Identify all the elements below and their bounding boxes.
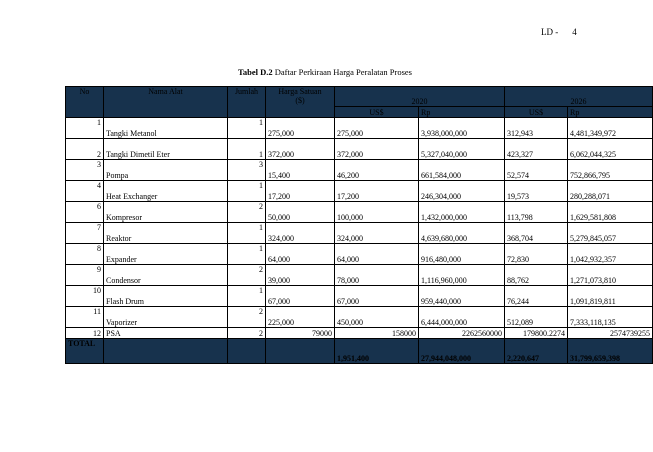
- cell-no: 8: [66, 244, 104, 265]
- cell-usd2020: 64,000: [335, 244, 419, 265]
- cell-no: 12: [66, 328, 104, 339]
- page-number: [541, 27, 577, 37]
- cell-usd2026: 19,573: [505, 181, 568, 202]
- equipment-price-table-container: [65, 86, 650, 367]
- header-usd-2020: US$: [335, 107, 419, 118]
- cell-rp2020: 3,938,000,000: [419, 118, 505, 139]
- total-empty-cell: [266, 339, 335, 364]
- cell-harga: 50,000: [266, 202, 335, 223]
- total-row: [66, 339, 653, 364]
- cell-jumlah: 3: [228, 160, 266, 181]
- cell-usd2020: 324,000: [335, 223, 419, 244]
- cell-harga: 39,000: [266, 265, 335, 286]
- cell-rp2026: 1,629,581,808: [568, 202, 653, 223]
- cell-jumlah: 1: [228, 244, 266, 265]
- cell-rp2020: 959,440,000: [419, 286, 505, 307]
- cell-harga: 17,200: [266, 181, 335, 202]
- cell-no: 10: [66, 286, 104, 307]
- cell-rp2020: 2262560000: [419, 328, 505, 339]
- total-usd2026: 2,220,647: [505, 339, 568, 364]
- cell-rp2026: 6,062,044,325: [568, 139, 653, 160]
- table-row: [66, 244, 653, 265]
- page-number-prefix: LD -: [541, 27, 559, 37]
- cell-usd2026: 88,762: [505, 265, 568, 286]
- table-row: [66, 223, 653, 244]
- cell-usd2026: 368,704: [505, 223, 568, 244]
- cell-rp2026: 1,091,819,811: [568, 286, 653, 307]
- cell-rp2020: 4,639,680,000: [419, 223, 505, 244]
- cell-rp2026: 4,481,349,972: [568, 118, 653, 139]
- cell-nama: Kompresor: [104, 202, 228, 223]
- cell-no: 4: [66, 181, 104, 202]
- cell-jumlah: 1: [228, 223, 266, 244]
- cell-usd2020: 275,000: [335, 118, 419, 139]
- header-harga-satuan-unit: ($): [295, 96, 305, 105]
- cell-nama: Expander: [104, 244, 228, 265]
- cell-rp2026: 2574739255: [568, 328, 653, 339]
- header-usd-2026: US$: [505, 107, 568, 118]
- cell-harga: 15,400: [266, 160, 335, 181]
- cell-usd2020: 67,000: [335, 286, 419, 307]
- table-caption: [0, 67, 640, 77]
- cell-usd2020: 17,200: [335, 181, 419, 202]
- cell-nama: Tangki Dimetil Eter: [104, 139, 228, 160]
- cell-rp2020: 916,480,000: [419, 244, 505, 265]
- cell-harga: 79000: [266, 328, 335, 339]
- cell-usd2026: 312,943: [505, 118, 568, 139]
- header-rp-2020: Rp: [419, 107, 505, 118]
- total-usd2020: 1,951,400: [335, 339, 419, 364]
- cell-no: 9: [66, 265, 104, 286]
- cell-usd2020: 450,000: [335, 307, 419, 328]
- cell-jumlah: 1: [228, 139, 266, 160]
- cell-rp2026: 7,333,118,135: [568, 307, 653, 328]
- cell-rp2020: 661,584,000: [419, 160, 505, 181]
- table-row: [66, 181, 653, 202]
- cell-rp2020: 1,116,960,000: [419, 265, 505, 286]
- cell-usd2026: 512,089: [505, 307, 568, 328]
- header-nama-alat: Nama Alat: [104, 87, 228, 118]
- cell-harga: 64,000: [266, 244, 335, 265]
- cell-jumlah: 2: [228, 328, 266, 339]
- cell-rp2026: 752,866,795: [568, 160, 653, 181]
- cell-usd2020: 78,000: [335, 265, 419, 286]
- table-row: [66, 202, 653, 223]
- cell-jumlah: 2: [228, 202, 266, 223]
- header-harga-satuan-label: Harga Satuan: [278, 87, 322, 96]
- cell-no: 2: [66, 139, 104, 160]
- table-row: [66, 139, 653, 160]
- header-year-2020: 2020: [335, 87, 505, 107]
- cell-rp2020: 246,304,000: [419, 181, 505, 202]
- cell-nama: Reaktor: [104, 223, 228, 244]
- cell-usd2026: 179800.2274: [505, 328, 568, 339]
- cell-jumlah: 2: [228, 307, 266, 328]
- cell-no: 6: [66, 202, 104, 223]
- cell-usd2026: 76,244: [505, 286, 568, 307]
- equipment-price-table: [65, 86, 653, 364]
- caption-label: Tabel D.2: [238, 67, 273, 77]
- cell-usd2026: 113,798: [505, 202, 568, 223]
- header-year-2026: 2026: [505, 87, 653, 107]
- table-row: [66, 286, 653, 307]
- cell-nama: Tangki Metanol: [104, 118, 228, 139]
- cell-rp2020: 1,432,000,000: [419, 202, 505, 223]
- cell-jumlah: 2: [228, 265, 266, 286]
- total-rp2026: 31,799,659,398: [568, 339, 653, 364]
- cell-rp2026: 280,288,071: [568, 181, 653, 202]
- cell-harga: 67,000: [266, 286, 335, 307]
- table-row: [66, 265, 653, 286]
- cell-harga: 275,000: [266, 118, 335, 139]
- page-number-value: 4: [572, 27, 577, 37]
- cell-rp2026: 5,279,845,057: [568, 223, 653, 244]
- cell-nama: PSA: [104, 328, 228, 339]
- cell-nama: Vaporizer: [104, 307, 228, 328]
- cell-harga: 372,000: [266, 139, 335, 160]
- table-row: [66, 307, 653, 328]
- table-row: [66, 118, 653, 139]
- header-row-1: [66, 87, 653, 107]
- cell-nama: Heat Exchanger: [104, 181, 228, 202]
- cell-rp2026: 1,271,073,810: [568, 265, 653, 286]
- cell-usd2020: 100,000: [335, 202, 419, 223]
- table-body: [66, 118, 653, 364]
- cell-usd2026: 72,830: [505, 244, 568, 265]
- cell-harga: 324,000: [266, 223, 335, 244]
- cell-usd2020: 158000: [335, 328, 419, 339]
- total-rp2020: 27,944,048,000: [419, 339, 505, 364]
- cell-nama: Flash Drum: [104, 286, 228, 307]
- header-harga-satuan: [266, 87, 335, 118]
- total-empty-cell: [228, 339, 266, 364]
- total-label: TOTAL: [66, 339, 104, 364]
- cell-rp2026: 1,042,932,357: [568, 244, 653, 265]
- cell-usd2020: 372,000: [335, 139, 419, 160]
- cell-usd2026: 423,327: [505, 139, 568, 160]
- cell-jumlah: 1: [228, 118, 266, 139]
- cell-jumlah: 1: [228, 181, 266, 202]
- cell-rp2020: 6,444,000,000: [419, 307, 505, 328]
- cell-no: 1: [66, 118, 104, 139]
- cell-no: 11: [66, 307, 104, 328]
- header-rp-2026: Rp: [568, 107, 653, 118]
- cell-rp2020: 5,327,040,000: [419, 139, 505, 160]
- cell-no: 3: [66, 160, 104, 181]
- cell-jumlah: 1: [228, 286, 266, 307]
- cell-nama: Pompa: [104, 160, 228, 181]
- header-no: No: [66, 87, 104, 118]
- total-empty-cell: [104, 339, 228, 364]
- caption-text: Daftar Perkiraan Harga Peralatan Proses: [272, 67, 412, 77]
- table-row: [66, 328, 653, 339]
- header-jumlah: Jumlah: [228, 87, 266, 118]
- cell-usd2020: 46,200: [335, 160, 419, 181]
- cell-usd2026: 52,574: [505, 160, 568, 181]
- cell-harga: 225,000: [266, 307, 335, 328]
- table-row: [66, 160, 653, 181]
- cell-nama: Condensor: [104, 265, 228, 286]
- cell-no: 7: [66, 223, 104, 244]
